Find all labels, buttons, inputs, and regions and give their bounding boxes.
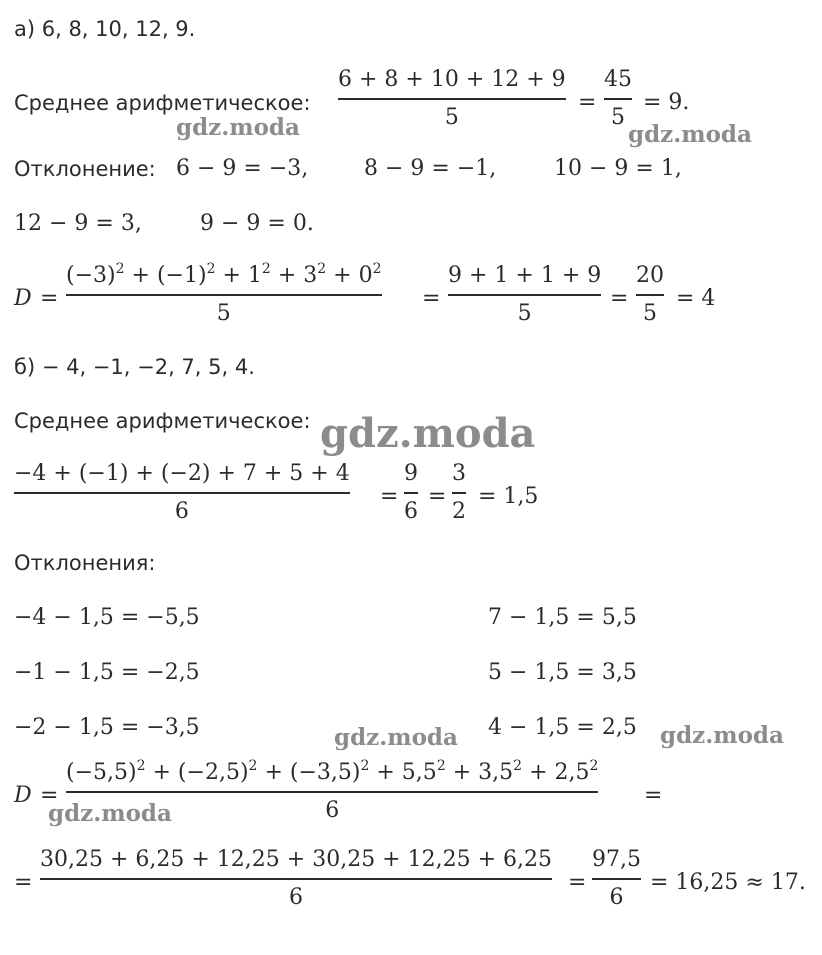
part-b-mean-label: Среднее арифметическое:: [14, 409, 311, 433]
part-b-variance-2-fraction-2-denominator: 6: [609, 884, 624, 910]
watermark: gdz.moda: [334, 724, 458, 751]
part-a-label: а) 6, 8, 10, 12, 9.: [14, 17, 196, 41]
part-b-d-equals: =: [40, 783, 59, 808]
part-b-mean-fraction-2: [404, 460, 418, 526]
part-b-deviation-right-3: 4 − 1,5 = 2,5: [488, 715, 637, 740]
part-a-variance-fraction-3-denominator: 5: [643, 300, 657, 326]
part-b-mean-fraction-2-denominator: 6: [404, 498, 418, 524]
part-b-mean-equals-2: =: [428, 484, 447, 509]
part-a-d-equals-3: =: [610, 286, 629, 311]
part-b-variance-2-fraction-2-numerator: 97,5: [592, 847, 641, 872]
part-b-variance-2-equals: =: [568, 870, 587, 895]
part-a-variance-result: = 4: [676, 286, 716, 311]
part-a-variance-fraction-2-numerator: 9 + 1 + 1 + 9: [448, 263, 602, 288]
fraction-bar: [40, 878, 552, 880]
part-b-deviation-left-2: −1 − 1,5 = −2,5: [14, 660, 200, 685]
fraction-bar: [66, 294, 382, 296]
part-a-variance-numerator: $(-3)^2 + (-1)^2 + 1^2 + 3^2 + 0^2$: [66, 261, 382, 288]
part-a-d-equals-2: =: [422, 286, 441, 311]
part-a-variance-fraction-2-denominator: 5: [517, 300, 532, 326]
part-b-d-symbol: D: [14, 783, 32, 808]
fraction-bar: [448, 294, 601, 296]
part-a-mean-denominator: 5: [444, 104, 459, 130]
part-a-deviation-3: 10 − 9 = 1,: [554, 156, 682, 181]
part-a-d-equals: =: [40, 286, 59, 311]
part-b-mean-fraction: [14, 460, 350, 526]
fraction-bar: [636, 294, 664, 296]
watermark: gdz.moda: [320, 410, 536, 457]
part-b-variance-2-fraction: [40, 846, 552, 912]
part-b-variance-denominator: 6: [325, 797, 340, 823]
part-b-mean-fraction-3-numerator: 3: [452, 461, 466, 486]
part-a-mean-result: = 9.: [643, 90, 690, 115]
part-a-mean-fraction-2-numerator: 45: [604, 67, 632, 92]
part-b-deviation-left-3: −2 − 1,5 = −3,5: [14, 715, 200, 740]
part-a-deviation-label: Отклонение:: [14, 157, 156, 181]
part-b-variance-2-denominator: 6: [289, 884, 303, 910]
watermark: gdz.moda: [48, 800, 172, 827]
watermark: gdz.moda: [176, 114, 300, 141]
part-a-mean-equals: =: [578, 90, 597, 115]
part-a-deviation-2: 8 − 9 = −1,: [364, 156, 497, 181]
part-b-variance-numerator: $(-5,5)^2 + (-2,5)^2 + (-3,5)^2 + 5,5^2 + 3,5^2 + 2,5^2$: [66, 758, 599, 785]
fraction-bar: [452, 492, 466, 494]
part-a-mean-fraction: [338, 66, 566, 132]
part-b-mean-result: = 1,5: [478, 484, 539, 509]
part-a-mean-fraction-2-denominator: 5: [611, 104, 625, 130]
part-b-variance-trailing-equals: =: [644, 783, 663, 808]
fraction-bar: [404, 492, 418, 494]
watermark: gdz.moda: [660, 722, 784, 749]
part-a-variance-fraction-3: [636, 262, 664, 328]
part-a-variance-fraction-3-numerator: 20: [636, 263, 664, 288]
part-a-d-symbol: D: [14, 286, 32, 311]
part-a-mean-label: Среднее арифметическое:: [14, 91, 311, 115]
part-b-variance-2-numerator: 30,25 + 6,25 + 12,25 + 30,25 + 12,25 + 6,25: [40, 847, 552, 872]
fraction-bar: [604, 98, 632, 100]
part-a-variance-denominator: 5: [216, 300, 231, 326]
part-b-deviation-right-1: 7 − 1,5 = 5,5: [488, 605, 637, 630]
part-a-deviation-5: 9 − 9 = 0.: [200, 211, 314, 236]
part-b-mean-fraction-2-numerator: 9: [404, 461, 418, 486]
part-b-mean-numerator: −4 + (−1) + (−2) + 7 + 5 + 4: [14, 461, 350, 486]
part-a-deviation-1: 6 − 9 = −3,: [176, 156, 309, 181]
part-b-deviation-right-2: 5 − 1,5 = 3,5: [488, 660, 637, 685]
fraction-bar: [592, 878, 641, 880]
part-b-variance-2-result: = 16,25 ≈ 17.: [650, 870, 806, 895]
fraction-bar: [66, 791, 598, 793]
part-a-variance-fraction: [66, 262, 382, 328]
part-b-mean-equals: =: [380, 484, 399, 509]
part-b-variance-2-lead-equals: =: [14, 870, 33, 895]
part-b-label: б) − 4, −1, −2, 7, 5, 4.: [14, 355, 255, 379]
watermark: gdz.moda: [628, 121, 752, 148]
fraction-bar: [14, 492, 350, 494]
part-b-variance-2-fraction-2: [592, 846, 641, 912]
part-b-deviation-label: Отклонения:: [14, 551, 156, 575]
part-b-mean-denominator: 6: [174, 498, 189, 524]
part-a-mean-numerator: 6 + 8 + 10 + 12 + 9: [338, 67, 566, 92]
fraction-bar: [338, 98, 566, 100]
part-a-variance-fraction-2: [448, 262, 601, 328]
part-b-deviation-left-1: −4 − 1,5 = −5,5: [14, 605, 200, 630]
part-a-deviation-4: 12 − 9 = 3,: [14, 211, 142, 236]
part-b-mean-fraction-3: [452, 460, 466, 526]
part-b-mean-fraction-3-denominator: 2: [452, 498, 466, 524]
